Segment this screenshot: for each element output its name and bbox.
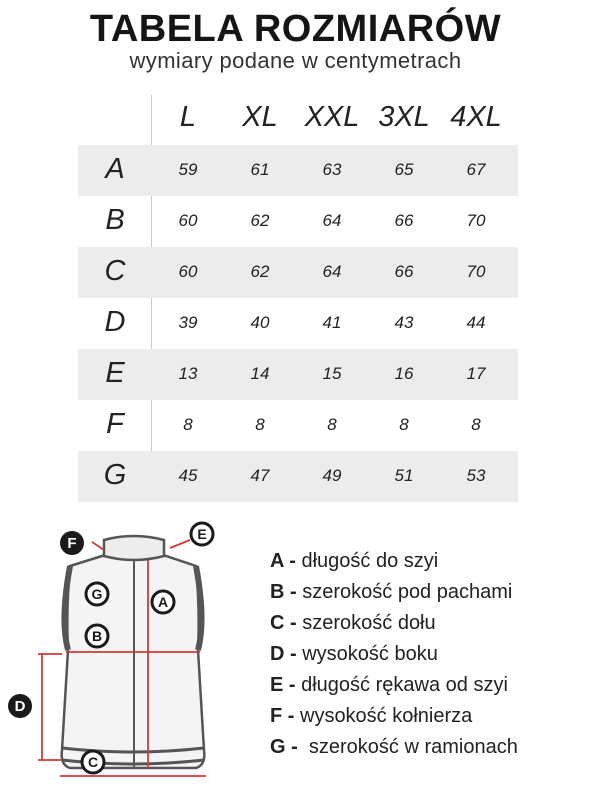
column-header: 3XL — [378, 101, 430, 133]
table-cell: 8 — [327, 415, 337, 434]
row-label: D — [104, 306, 126, 338]
legend-item-e — [270, 674, 590, 705]
table-cell: 8 — [255, 415, 265, 434]
collar — [104, 536, 164, 560]
table-cell: 61 — [250, 160, 270, 179]
legend-key: G - — [270, 736, 298, 758]
table-cell: 41 — [322, 313, 342, 332]
marker-e — [191, 523, 213, 545]
page-title: TABELA ROZMIARÓW — [89, 8, 502, 50]
table-cell: 47 — [250, 466, 270, 485]
legend-item-g — [270, 736, 590, 767]
table-cell: 16 — [394, 364, 414, 383]
legend-item-d — [270, 643, 590, 674]
legend-text: długość rękawa od szyi — [295, 674, 508, 696]
page-subtitle: wymiary podane w centymetrach — [129, 48, 462, 73]
row-label: C — [104, 255, 126, 287]
table-cell: 8 — [399, 415, 409, 434]
column-header: XXL — [304, 101, 360, 133]
legend-item-a — [270, 550, 590, 581]
marker-d-label: D — [14, 698, 26, 715]
marker-d — [8, 694, 32, 718]
marker-a — [152, 591, 174, 613]
table-cell: 64 — [322, 211, 342, 230]
table-cell: 43 — [394, 313, 414, 332]
table-cell: 60 — [178, 262, 198, 281]
table-row — [78, 247, 518, 298]
table-cell: 59 — [178, 160, 198, 179]
marker-g-label: G — [91, 586, 103, 602]
legend-text: wysokość kołnierza — [294, 705, 473, 727]
row-label: F — [106, 408, 124, 440]
marker-f-label: F — [67, 535, 77, 552]
marker-c-label: C — [87, 754, 99, 770]
table-cell: 8 — [471, 415, 481, 434]
column-header: 4XL — [450, 101, 502, 133]
row-label: B — [105, 204, 125, 236]
table-cell: 64 — [322, 262, 342, 281]
measurement-legend — [270, 550, 590, 767]
table-cell: 67 — [466, 160, 486, 179]
table-cell: 53 — [466, 466, 486, 485]
table-cell: 45 — [178, 466, 198, 485]
table-cell: 13 — [178, 364, 198, 383]
table-row — [78, 145, 518, 196]
table-row — [78, 196, 518, 247]
size-table — [78, 95, 518, 502]
table-cell: 14 — [250, 364, 270, 383]
table-cell: 63 — [322, 160, 342, 179]
table-header-row — [78, 95, 518, 145]
vest-diagram — [0, 510, 240, 796]
table-cell: 62 — [250, 262, 270, 281]
table-row — [78, 298, 518, 349]
table-row — [78, 400, 518, 451]
table-cell: 70 — [466, 262, 486, 281]
table-cell: 66 — [394, 211, 414, 230]
legend-key: E - — [270, 674, 296, 696]
row-label: E — [105, 357, 125, 389]
marker-b — [86, 625, 108, 647]
legend-text: wysokość boku — [296, 643, 438, 665]
table-cell: 17 — [466, 364, 486, 383]
legend-key: A - — [270, 550, 296, 572]
table-cell: 60 — [178, 211, 198, 230]
table-cell: 39 — [178, 313, 198, 332]
table-row — [78, 349, 518, 400]
legend-key: C - — [270, 612, 297, 634]
table-cell: 70 — [466, 211, 486, 230]
legend-item-f — [270, 705, 590, 736]
table-cell: 44 — [466, 313, 486, 332]
legend-text: szerokość pod pachami — [296, 581, 513, 603]
legend-key: D - — [270, 643, 297, 665]
table-cell: 51 — [394, 466, 414, 485]
table-cell: 40 — [250, 313, 270, 332]
marker-e-label: E — [197, 526, 207, 542]
marker-f — [60, 531, 84, 555]
table-cell: 65 — [394, 160, 414, 179]
column-header: L — [179, 101, 197, 133]
legend-text: długość do szyi — [295, 550, 439, 572]
legend-item-b — [270, 581, 590, 612]
marker-a-label: A — [157, 594, 169, 610]
marker-c — [82, 751, 104, 773]
table-cell: 15 — [322, 364, 342, 383]
legend-text: szerokość dołu — [296, 612, 436, 634]
legend-item-c — [270, 612, 590, 643]
table-cell: 66 — [394, 262, 414, 281]
table-cell: 49 — [322, 466, 342, 485]
table-cell: 8 — [183, 415, 193, 434]
legend-key: F - — [270, 705, 295, 727]
legend-text: szerokość w ramionach — [297, 736, 518, 758]
column-header: XL — [242, 101, 278, 133]
row-label: G — [103, 459, 127, 491]
marker-g — [86, 583, 108, 605]
marker-b-label: B — [91, 628, 103, 644]
legend-key: B - — [270, 581, 297, 603]
table-cell: 62 — [250, 211, 270, 230]
row-label: A — [105, 153, 125, 185]
table-row — [78, 451, 518, 502]
